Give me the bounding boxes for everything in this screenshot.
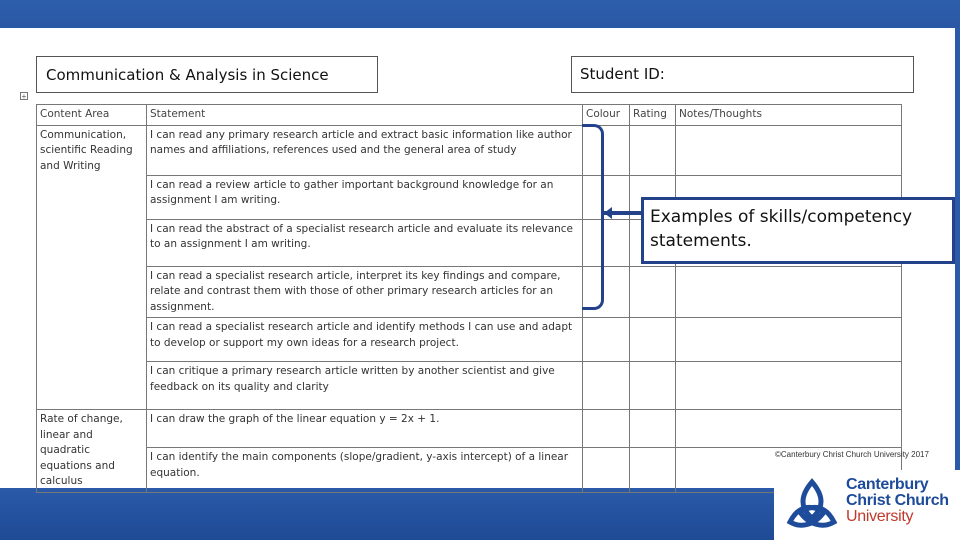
rating-cell[interactable] xyxy=(630,362,676,410)
table-move-handle-icon[interactable]: + xyxy=(21,92,27,101)
statement-cell: I can read a specialist research article, interpret its key findings and compare, relate and contrast them with those of other primary research articles for an assignment. xyxy=(147,266,583,318)
rating-cell[interactable] xyxy=(630,448,676,492)
notes-cell[interactable] xyxy=(676,318,902,362)
rating-cell[interactable] xyxy=(630,266,676,318)
header-statement: Statement xyxy=(147,105,583,126)
colour-cell[interactable] xyxy=(583,410,630,448)
logo-line-1: Canterbury xyxy=(846,476,929,493)
table-row xyxy=(37,266,902,318)
skills-table xyxy=(36,104,902,493)
notes-cell[interactable] xyxy=(676,266,902,318)
statement-cell: I can critique a primary research article written by another scientist and give feedback on its quality and clarity xyxy=(147,362,583,410)
university-logo xyxy=(774,470,960,540)
table-header-row xyxy=(37,105,902,126)
content-area-cell: Communication, scientific Reading and Writing xyxy=(37,125,147,410)
logo-line-2: Christ Church xyxy=(846,492,949,509)
header-rating: Rating xyxy=(630,105,676,126)
header-colour: Colour xyxy=(583,105,630,126)
notes-cell[interactable] xyxy=(676,410,902,448)
logo-wordmark xyxy=(846,477,949,525)
rating-cell[interactable] xyxy=(630,125,676,175)
page-title: Communication & Analysis in Science xyxy=(36,56,378,93)
header-content-area: Content Area xyxy=(37,105,147,126)
callout-arrow-icon xyxy=(604,211,642,215)
header-notes: Notes/Thoughts xyxy=(676,105,902,126)
student-id-field[interactable]: Student ID: xyxy=(571,56,914,93)
statement-cell: I can read a specialist research article and identify methods I can use and adapt to develop or support my own ideas for a research project. xyxy=(147,318,583,362)
notes-cell[interactable] xyxy=(676,362,902,410)
table-row xyxy=(37,448,902,492)
colour-cell[interactable] xyxy=(583,318,630,362)
notes-cell[interactable] xyxy=(676,125,902,175)
statement-cell: I can identify the main components (slope/gradient, y-axis intercept) of a linear equation. xyxy=(147,448,583,492)
logo-line-3: University xyxy=(846,508,914,525)
content-area-cell: Rate of change, linear and quadratic equations and calculus xyxy=(37,410,147,493)
trinity-knot-icon xyxy=(784,478,840,532)
colour-cell[interactable] xyxy=(583,448,630,492)
colour-cell[interactable] xyxy=(583,362,630,410)
right-edge-band xyxy=(955,28,960,488)
rating-cell[interactable] xyxy=(630,410,676,448)
table-row xyxy=(37,125,902,175)
callout-bracket xyxy=(582,124,604,310)
statement-cell: I can read the abstract of a specialist research article and evaluate its relevance to an assignment I am writing. xyxy=(147,219,583,266)
callout-box: Examples of skills/competency statements. xyxy=(641,197,955,264)
statement-cell: I can draw the graph of the linear equation y = 2x + 1. xyxy=(147,410,583,448)
table-row xyxy=(37,318,902,362)
table-row xyxy=(37,362,902,410)
statement-cell: I can read any primary research article and extract basic information like author names and affiliations, references used and the general area of study xyxy=(147,125,583,175)
table-row xyxy=(37,410,902,448)
top-banner xyxy=(0,0,960,28)
statement-cell: I can read a review article to gather important background knowledge for an assignment I am writing. xyxy=(147,175,583,219)
rating-cell[interactable] xyxy=(630,318,676,362)
copyright-notice: ©Canterbury Christ Church University 2017 xyxy=(775,450,929,459)
